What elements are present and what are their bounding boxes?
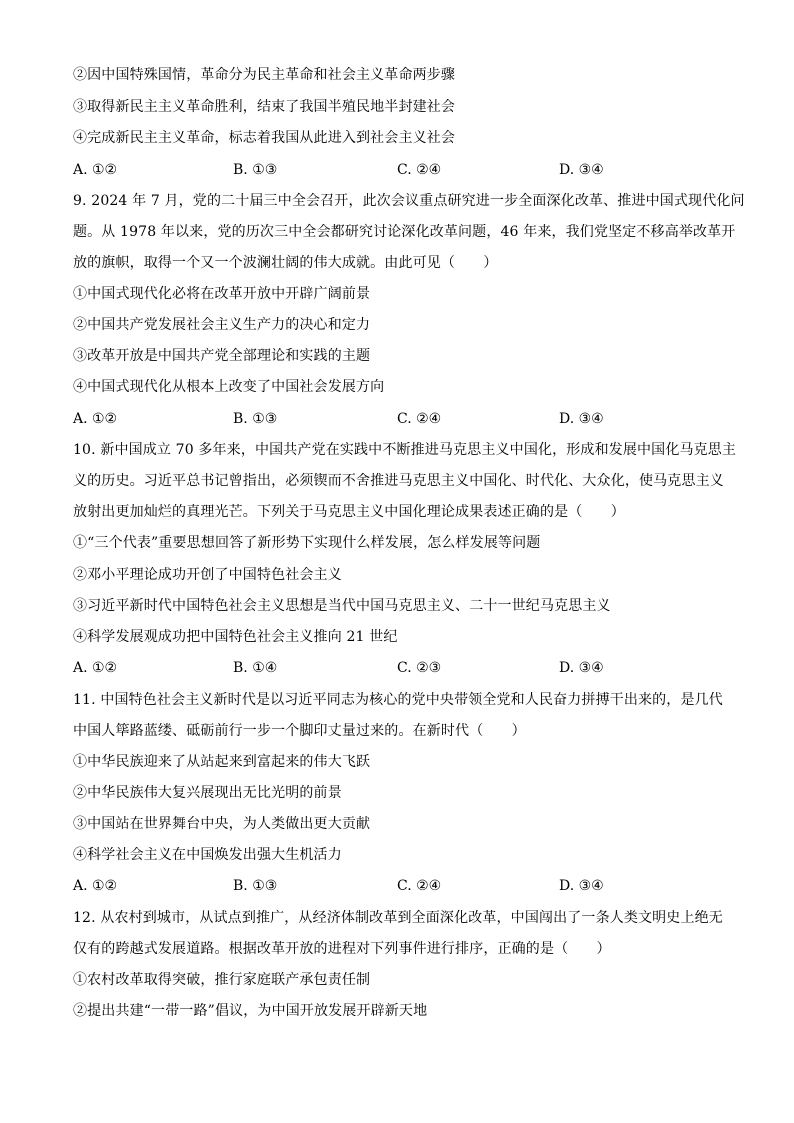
question-item: ③中国站在世界舞台中央，为人类做出更大贡献 [73, 816, 371, 832]
option-d: D. ③④ [559, 660, 604, 676]
question-item: ②邓小平理论成功开创了中国特色社会主义 [73, 567, 342, 583]
question-9-stem: 题。从 1978 年以来，党的历次三中全会都研究讨论深化改革问题，46 年来，我们党坚定不移高举改革开 [73, 224, 736, 240]
option-a: A. ①② [73, 660, 118, 676]
question-item: ③改革开放是中国共产党全部理论和实践的主题 [73, 348, 371, 364]
question-12-stem: 12. 从农村到城市，从试点到推广，从经济体制改革到全面深化改革，中国闯出了一条人类文明史上绝无 [73, 910, 723, 926]
option-c: C. ②③ [397, 660, 442, 676]
question-item: ①“三个代表”重要思想回答了新形势下实现什么样发展，怎么样发展等问题 [73, 535, 541, 551]
option-d: D. ③④ [559, 411, 604, 427]
question-item: ④中国式现代化从根本上改变了中国社会发展方向 [73, 379, 385, 395]
question-10-stem: 放射出更加灿烂的真理光芒。下列关于马克思主义中国化理论成果表述正确的是（ ） [73, 504, 625, 520]
question-11-stem: 11. 中国特色社会主义新时代是以习近平同志为核心的党中央带领全党和人民奋力拼搏干出来的，是几代 [73, 692, 723, 708]
option-c: C. ②④ [397, 411, 442, 427]
question-item: ①农村改革取得突破，推行家庭联产承包责任制 [73, 972, 371, 988]
question-item: ②因中国特殊国情，革命分为民主革命和社会主义革命两步骤 [73, 67, 456, 83]
question-item: ③习近平新时代中国特色社会主义思想是当代中国马克思主义、二十一世纪马克思主义 [73, 598, 611, 614]
option-d: D. ③④ [559, 162, 604, 178]
option-a: A. ①② [73, 162, 118, 178]
option-b: B. ①③ [233, 411, 278, 427]
question-item: ④完成新民主主义革命，标志着我国从此进入到社会主义社会 [73, 130, 456, 146]
question-9-stem: 放的旗帜，取得一个又一个波澜壮阔的伟大成就。由此可见（ ） [73, 255, 498, 271]
option-c: C. ②④ [397, 162, 442, 178]
question-item: ④科学发展观成功把中国特色社会主义推向 21 世纪 [73, 629, 398, 645]
option-b: B. ①③ [233, 878, 278, 894]
option-a: A. ①② [73, 411, 118, 427]
option-b: B. ①③ [233, 162, 278, 178]
question-11-stem: 中国人筚路蓝缕、砥砺前行一步一个脚印丈量过来的。在新时代（ ） [73, 723, 526, 739]
question-item: ②中国共产党发展社会主义生产力的决心和定力 [73, 317, 371, 333]
question-item: ①中国式现代化必将在改革开放中开辟广阔前景 [73, 286, 371, 302]
question-12-stem: 仅有的跨越式发展道路。根据改革开放的进程对下列事件进行排序，正确的是（ ） [73, 941, 611, 957]
option-c: C. ②④ [397, 878, 442, 894]
question-item: ①中华民族迎来了从站起来到富起来的伟大飞跃 [73, 754, 371, 770]
question-10-stem: 10. 新中国成立 70 多年来，中国共产党在实践中不断推进马克思主义中国化，形成和发展中国化马克思主 [73, 442, 737, 458]
option-b: B. ①④ [233, 660, 278, 676]
option-a: A. ①② [73, 878, 118, 894]
question-10-stem: 义的历史。习近平总书记曾指出，必须锲而不舍推进马克思主义中国化、时代化、大众化，使马克思主义 [73, 473, 724, 489]
question-item: ④科学社会主义在中国焕发出强大生机活力 [73, 847, 342, 863]
option-d: D. ③④ [559, 878, 604, 894]
question-item: ②中华民族伟大复兴展现出无比光明的前景 [73, 785, 342, 801]
question-item: ③取得新民主主义革命胜利，结束了我国半殖民地半封建社会 [73, 99, 456, 115]
question-9-stem: 9. 2024 年 7 月，党的二十届三中全会召开，此次会议重点研究进一步全面深化改革、推进中国式现代化问 [73, 193, 745, 209]
question-item: ②提出共建“一带一路”倡议，为中国开放发展开辟新天地 [73, 1003, 428, 1019]
